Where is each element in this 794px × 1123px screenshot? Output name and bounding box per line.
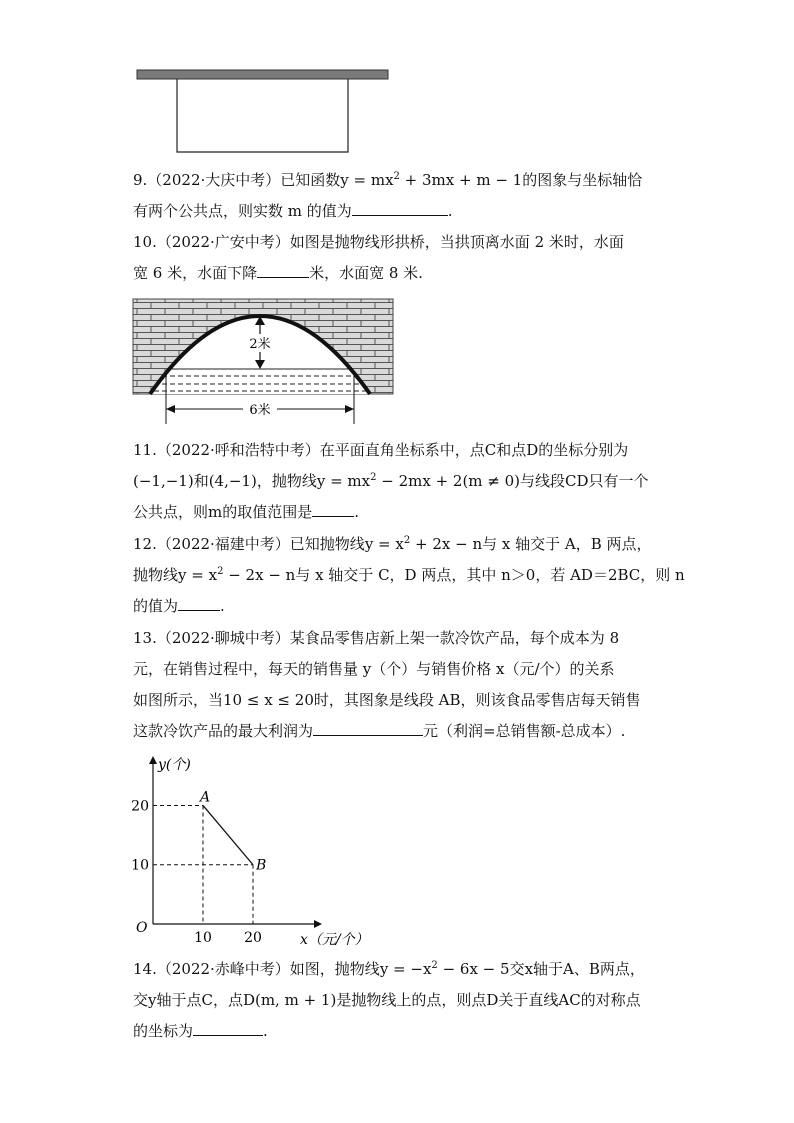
- y-tick-label-10: 10: [131, 857, 149, 874]
- q13-prompt: 这款冷饮产品的最大利润为: [133, 722, 314, 740]
- q12-formula2-b: − 2x − n: [223, 566, 296, 584]
- q13-text-3-post: 时，其图象是线段 AB，则该食品零售店每天销售: [313, 691, 641, 709]
- q12-text2-pre: 抛物线: [133, 566, 179, 584]
- q12-formula1-exp: 2: [403, 535, 411, 546]
- q14-line-3: [133, 1021, 268, 1041]
- q9-formula-b: + 3mx + m − 1: [399, 171, 523, 189]
- q12-line-2: [133, 565, 685, 585]
- x-tick-label-20: 20: [244, 930, 262, 946]
- q11-formula-b: − 2mx + 2(m ≠ 0): [376, 472, 521, 490]
- q14-text-post: 交x轴于A、B两点，: [509, 960, 645, 978]
- y-axis-label: y(个): [158, 757, 191, 773]
- q12-text-pre: 12.（2022·福建中考）已知抛物线: [133, 535, 365, 553]
- x-tick-label-10: 10: [194, 930, 212, 946]
- q12-prompt: 的值为: [133, 597, 179, 615]
- q11-formula-a: y = mx: [316, 472, 371, 490]
- q12-text2-post: 与 x 轴交于 C，D 两点，其中 n＞0，若 AD＝2BC，则 n: [295, 566, 685, 584]
- top-figure: [130, 66, 396, 156]
- q13-text-1: 13.（2022·聊城中考）某食品零售店新上架一款冷饮产品，每个成本为 8: [133, 629, 620, 647]
- sales-chart: [128, 752, 388, 952]
- q12-line-3: [133, 596, 225, 616]
- q11-end: .: [354, 503, 360, 521]
- q14-line-1: [133, 959, 645, 979]
- q14-point-d: D(m, m + 1): [242, 991, 337, 1009]
- arch-height-label: 2米: [249, 337, 271, 352]
- top-figure-box: [177, 79, 348, 152]
- q13-line-1: [133, 628, 619, 648]
- q9-line-1: [133, 170, 642, 190]
- q9-formula-exp: 2: [393, 171, 400, 182]
- q9-prompt: 有两个公共点，则实数 m 的值为: [133, 202, 352, 220]
- q10-line-1: [133, 232, 624, 252]
- q12-formula1-a: y = x: [364, 535, 404, 553]
- q13-line-3: [133, 690, 641, 710]
- q10-prompt: 宽 6 米，水面下降: [133, 264, 258, 282]
- q14-text-pre: 14.（2022·赤峰中考）如图，抛物线: [133, 960, 380, 978]
- q12-formula2-a: y = x: [178, 566, 218, 584]
- x-axis-arrow: [314, 920, 322, 928]
- q11-text-post: 与线段CD只有一个: [520, 472, 649, 490]
- q10-text: 10.（2022·广安中考）如图是抛物线形拱桥，当拱顶离水面 2 米时，水面: [133, 233, 624, 251]
- x-axis-label: x（元/个）: [300, 932, 369, 948]
- arch-bridge-figure: [130, 296, 396, 426]
- q11-line-2: [133, 471, 649, 491]
- q14-formula-exp: 2: [431, 960, 438, 971]
- q12-formula1-b: + 2x − n: [410, 535, 483, 553]
- q13-text-2: 元，在销售过程中，每天的销售量 y（个）与销售价格 x（元/个）的关系: [133, 660, 615, 678]
- q12-end: .: [220, 597, 225, 615]
- top-figure-bar: [137, 70, 388, 79]
- q11-text: 11.（2022·呼和浩特中考）在平面直角坐标系中，点C和点D的坐标分别为: [133, 441, 629, 459]
- q9-text: 9.（2022·大庆中考）已知函数: [133, 171, 341, 189]
- y-tick-label-20: 20: [131, 798, 149, 815]
- segment-ab: [203, 805, 253, 864]
- q13-line-4: [133, 721, 625, 741]
- q9-end: .: [447, 202, 453, 220]
- q10-end: 米，水面宽 8 米.: [309, 264, 423, 282]
- q11-formula-exp: 2: [370, 472, 377, 483]
- origin-label: O: [136, 920, 148, 936]
- q13-inequality: 10 ≤ x ≤ 20: [223, 691, 314, 709]
- q14-formula-b: − 6x − 5: [437, 960, 510, 978]
- q14-end: .: [263, 1022, 268, 1040]
- y-axis-arrow: [149, 756, 157, 764]
- q14-prompt: 的坐标为: [133, 1022, 194, 1040]
- q9-answer-blank[interactable]: [352, 201, 448, 216]
- q14-formula-a: y = −x: [379, 960, 432, 978]
- q11-line-1: [133, 440, 628, 460]
- q11-prompt: 公共点，则m的取值范围是: [133, 503, 313, 521]
- q12-formula2-exp: 2: [217, 566, 224, 577]
- q12-text-post: 与 x 轴交于 A，B 两点，: [482, 535, 652, 553]
- q13-text-3-pre: 如图所示，当: [133, 691, 224, 709]
- q14-line-2: [133, 990, 641, 1010]
- q13-end: 元（利润=总销售额-总成本）.: [423, 722, 626, 740]
- q10-answer-blank[interactable]: [257, 263, 309, 278]
- q14-text2-post: 是抛物线上的点，则点D关于直线AC的对称点: [336, 991, 641, 1009]
- q11-answer-blank[interactable]: [312, 502, 354, 517]
- q9-line-2: [133, 201, 453, 221]
- q12-answer-blank[interactable]: [178, 596, 220, 611]
- q9-text-post: 的图象与坐标轴恰: [522, 171, 643, 189]
- q13-answer-blank[interactable]: [313, 721, 423, 736]
- q9-formula-a: y = mx: [340, 171, 394, 189]
- q12-line-1: [133, 534, 652, 554]
- point-label-a: A: [200, 789, 211, 806]
- q10-line-2: [133, 263, 423, 283]
- arch-width-label: 6米: [249, 403, 271, 418]
- point-label-b: B: [256, 857, 267, 874]
- q13-line-2: [133, 659, 615, 679]
- q14-answer-blank[interactable]: [193, 1021, 263, 1036]
- q11-line-3: [133, 502, 359, 522]
- q14-text2-pre: 交y轴于点C，点: [133, 991, 243, 1009]
- q11-text-pre: (−1,−1)和(4,−1)，抛物线: [133, 472, 317, 490]
